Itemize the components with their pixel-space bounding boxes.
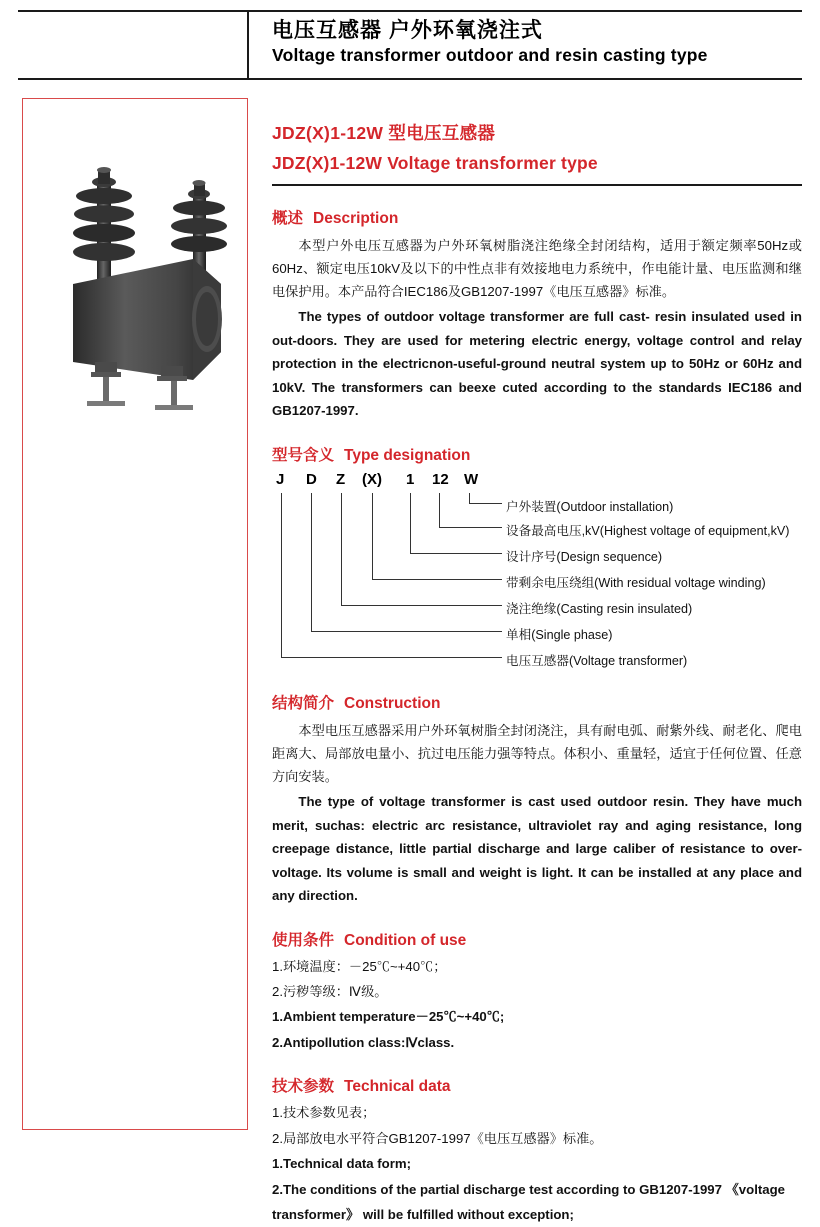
section-heading-technical-data-en: Technical data	[344, 1078, 451, 1096]
section-heading-construction-cn: 结构简介	[272, 694, 335, 712]
type-label-5: 设计序号(Design sequence)	[506, 549, 663, 564]
description-paragraph-en: The types of outdoor voltage transformer are full cast- resin insulated used in out-doors. They are used for metering electric energy, voltage control and relay protection in the electricnon-useful-ground neutral system up to 50Hz or 60Hz and 10kV. The transformers can beexe cuted according to the standards IEC186 and GB1207-1997.	[272, 309, 802, 419]
construction-paragraph-cn: 本型电压互感器采用户外环氧树脂全封闭浇注，具有耐电弧、耐紫外线、耐老化、爬电距离大、局部放电量小、抗过电压能力强等特点。体积小、重量轻，适宜于任何位置、任意方向安装。	[272, 722, 802, 784]
leader-h-1	[281, 657, 502, 658]
leader-v-3	[341, 493, 342, 605]
leader-v-2	[311, 493, 312, 631]
technical-item-4: 2.The conditions of the partial discharge test according to GB1207-1997 《voltage	[272, 1181, 785, 1197]
leader-v-6	[439, 493, 440, 527]
type-label-3: 浇注绝缘(Casting resin insulated)	[506, 601, 693, 616]
product-image-panel	[22, 98, 248, 1130]
section-heading-technical-data-cn: 技术参数	[272, 1078, 335, 1096]
header-title-english: Voltage transformer outdoor and resin casting type	[272, 45, 708, 65]
construction-paragraph-en: The type of voltage transformer is cast used outdoor resin. They have much merit, suchas: electric arc resistance, ultraviolet ray and aging resistance, long creepage distance, little partial discharge and large caliber of resistance to over-voltage. Its volume is small and weight is light. It can be installed at any place and any direction.	[272, 794, 802, 904]
section-heading-construction-en: Construction	[344, 694, 441, 712]
leader-h-5	[410, 553, 502, 554]
type-char-4: (X)	[362, 470, 382, 488]
type-char-5: 1	[406, 470, 415, 488]
section-heading-type-designation-cn: 型号含义	[272, 446, 335, 464]
header-bottom-divider	[18, 78, 802, 80]
description-paragraph-cn: 本型户外电压互感器为户外环氧树脂浇注绝缘全封闭结构，适用于额定频率50Hz或60Hz、额定电压10kV及以下的中性点非有效接地电力系统中，作电能计量、电压监测和继电保护用。本产品符合IEC186及GB1207-1997《电压互感器》标准。	[272, 238, 802, 300]
header-vertical-divider	[247, 10, 249, 80]
voltage-transformer-image	[43, 134, 233, 444]
condition-item-1: 1.环境温度：－25℃~+40℃；	[272, 958, 447, 974]
type-designation-diagram	[272, 471, 802, 671]
leader-v-5	[410, 493, 411, 553]
condition-item-4: 2.Antipollution class:Ⅳclass.	[272, 1034, 455, 1050]
leader-h-6	[439, 527, 502, 528]
section-heading-description	[272, 206, 802, 228]
section-heading-construction	[272, 691, 802, 713]
model-title-english: JDZ(X)1-12W Voltage transformer type	[272, 153, 598, 173]
leader-h-2	[311, 631, 502, 632]
leader-v-7	[469, 493, 470, 503]
model-title-chinese: JDZ(X)1-12W 型电压互感器	[272, 123, 496, 143]
leader-v-4	[372, 493, 373, 579]
leader-h-4	[372, 579, 502, 580]
leader-h-7	[469, 503, 502, 504]
model-title-divider	[272, 184, 802, 186]
section-heading-condition-of-use-cn: 使用条件	[272, 931, 335, 949]
type-char-6: 12	[432, 470, 449, 488]
section-heading-type-designation	[272, 443, 802, 465]
technical-item-1: 1.技术参数见表；	[272, 1105, 376, 1121]
type-char-7: W	[464, 470, 479, 488]
section-heading-technical-data	[272, 1074, 802, 1096]
technical-item-2: 2.局部放电水平符合GB1207-1997《电压互感器》标准。	[272, 1130, 603, 1146]
header-title-chinese: 电压互感器 户外环氧浇注式	[272, 19, 543, 42]
leader-h-3	[341, 605, 502, 606]
header-top-divider	[18, 10, 802, 12]
content-column	[272, 98, 802, 1227]
section-heading-type-designation-en: Type designation	[344, 446, 471, 464]
technical-item-3: 1.Technical data form;	[272, 1156, 411, 1172]
section-heading-description-cn: 概述	[272, 210, 304, 227]
section-heading-condition-of-use-en: Condition of use	[344, 931, 467, 949]
type-label-7: 户外装置(Outdoor installation)	[506, 499, 674, 514]
type-label-2: 单相(Single phase)	[506, 627, 613, 642]
condition-item-3: 1.Ambient temperature－25℃~+40℃;	[272, 1009, 505, 1025]
type-char-1: J	[276, 470, 285, 488]
technical-item-5: transformer》 will be fulfilled without exception;	[272, 1207, 574, 1223]
condition-item-2: 2.污秽等级：Ⅳ级。	[272, 984, 388, 999]
type-char-2: D	[306, 470, 317, 488]
type-char-3: Z	[336, 470, 346, 488]
page-header	[0, 0, 820, 82]
section-heading-description-en: Description	[313, 210, 399, 227]
type-label-6: 设备最高电压,kV(Highest voltage of equipment,kV)	[506, 523, 790, 538]
type-label-4: 带剩余电压绕组(With residual voltage winding)	[506, 575, 766, 590]
leader-v-1	[281, 493, 282, 657]
section-heading-condition-of-use	[272, 928, 802, 950]
type-label-1: 电压互感器(Voltage transformer)	[506, 653, 688, 668]
